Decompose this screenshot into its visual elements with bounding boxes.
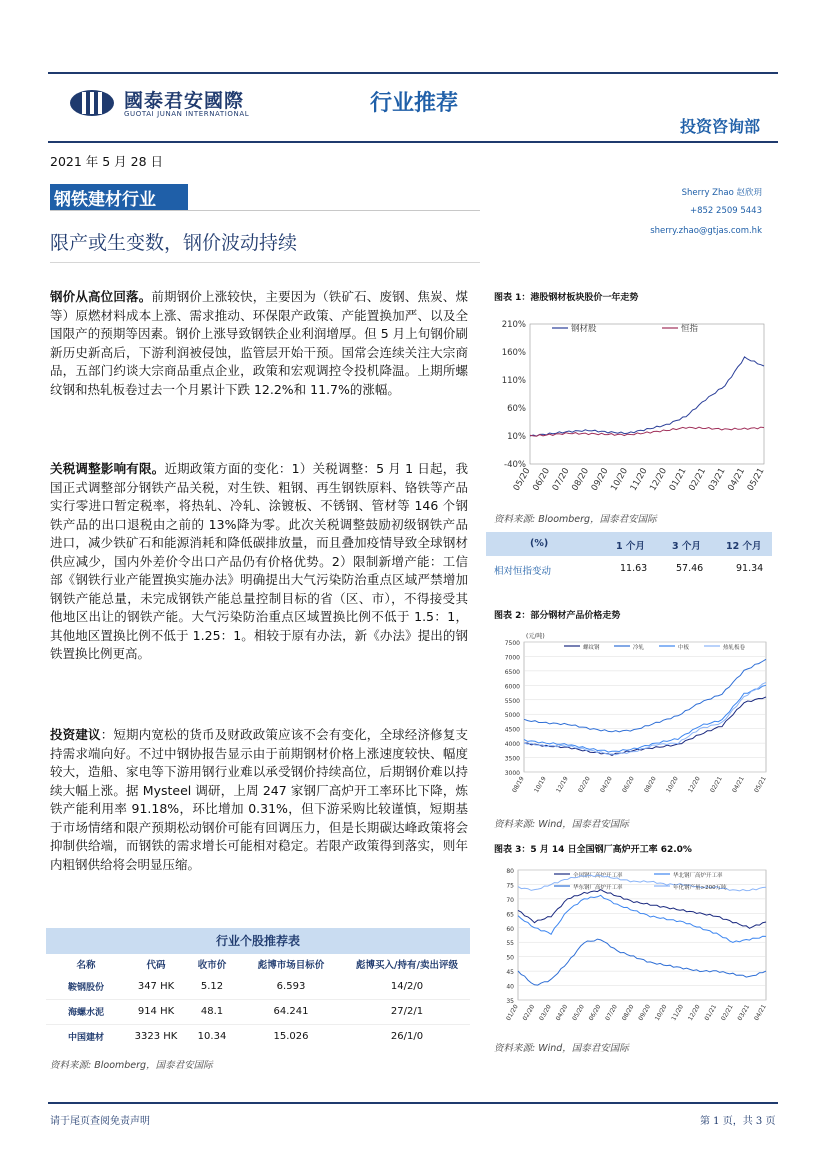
figure-3-source: 资料来源: Wind，国泰君安国际 xyxy=(494,1043,629,1054)
cell-rating: 14/2/0 xyxy=(344,974,470,999)
col-header: 名称 xyxy=(76,960,96,971)
x-tick-label: 03/21 xyxy=(736,1003,752,1022)
col-header: 收市价 xyxy=(197,960,227,971)
footer-rule xyxy=(48,1102,778,1104)
x-tick-label: 04/21 xyxy=(726,466,748,493)
cell-close: 10.34 xyxy=(197,1031,227,1043)
legend-label: 华东钢厂高炉开工率 xyxy=(573,885,623,891)
cell-rating: 27/2/1 xyxy=(344,999,470,1024)
section-divider xyxy=(50,262,480,263)
paragraph-lead: 关税调整影响有限。 xyxy=(50,461,165,476)
sector-badge: 钢铁建材行业 xyxy=(50,184,188,210)
paragraph-text: 前期钢价上涨较快，主要因为（铁矿石、废钢、焦炭、煤等）原燃材料成本上涨、需求推动、环保限产政策、产能置换加严、以及全国限产的预期等因素。钢价上涨导致钢铁企业利润增厚。但 5 月上旬钢价刷新历史新高后，下游利润被侵蚀，监管层开始干预。国常会连续关注大宗商品，五部门约谈大宗商品重点企业，政策和宏观调控令投机降温。上期所螺纹钢和热轧板卷过去一个月累计下跌 12.2%和 11.7%的涨幅。 xyxy=(50,289,468,397)
x-tick-label: 01/21 xyxy=(667,466,689,493)
x-tick-label: 08/20 xyxy=(620,1003,636,1022)
x-tick-label: 10/19 xyxy=(533,775,548,794)
series-line xyxy=(524,659,766,732)
cell-target: 64.241 xyxy=(238,999,344,1024)
y-axis-label: (元/吨) xyxy=(526,633,545,640)
col-header: 彪博市场目标价 xyxy=(257,960,325,971)
x-tick-label: 02/21 xyxy=(709,775,724,794)
legend-label: 螺纹钢 xyxy=(583,645,600,651)
x-tick-label: 07/20 xyxy=(604,1003,619,1022)
x-tick-label: 06/20 xyxy=(587,1003,603,1022)
footer-disclaimer-note: 请于尾页查阅免责声明 xyxy=(50,1116,150,1127)
x-tick-label: 01/21 xyxy=(703,1003,719,1022)
chart-steel-product-prices xyxy=(494,630,772,812)
paragraph-steel-price xyxy=(50,288,468,399)
figure-2-title: 图表 2：部分钢材产品价格走势 xyxy=(494,611,621,621)
legend-label: 热轧板卷 xyxy=(723,645,746,651)
plot-frame xyxy=(530,324,764,464)
series-line xyxy=(524,685,766,752)
header-bottom-rule xyxy=(48,141,778,143)
y-tick-label: 40 xyxy=(506,983,514,991)
y-tick-label: 3000 xyxy=(504,770,520,777)
figure-1-source: 资料来源: Bloomberg，国泰君安国际 xyxy=(494,514,657,525)
paragraph-tariff xyxy=(50,460,468,664)
stock-table-title: 行业个股推荐表 xyxy=(46,928,470,954)
legend-label: 冷轧 xyxy=(633,645,645,651)
cell-target: 15.026 xyxy=(273,1031,309,1043)
y-tick-label: 75 xyxy=(506,882,514,890)
y-tick-label: -40% xyxy=(504,460,526,470)
x-tick-label: 04/20 xyxy=(599,775,614,794)
x-tick-label: 12/20 xyxy=(648,466,670,493)
x-tick-label: 12/19 xyxy=(555,775,570,794)
y-tick-label: 7000 xyxy=(504,654,520,662)
cell-name: 海螺水泥 xyxy=(46,999,126,1024)
x-tick-label: 10/20 xyxy=(609,466,631,493)
x-tick-label: 09/20 xyxy=(637,1003,652,1022)
y-tick-label: 50 xyxy=(506,954,514,962)
legend-label: 恒指 xyxy=(681,324,699,334)
performance-table-row xyxy=(486,558,772,580)
x-tick-label: 04/21 xyxy=(753,1003,768,1022)
x-tick-label: 05/20 xyxy=(511,466,533,493)
sector-underline xyxy=(50,210,480,211)
stock-recommendation-table xyxy=(46,954,470,1049)
paragraph-text: ：短期内宽松的货币及财政政策应该不会有变化，全球经济修复支持需求端向好。不过中钢协报告显示由于前期钢材价格上涨速度较快、幅度较大，造船、家电等下游用钢行业难以承受钢价持续高位，后期钢价难以持续大幅上涨。据 Mysteel 调研，上周 247 家钢厂高炉开工率环比下降，炼铁产能利用率 91.18%，环比增加 0.31%，但下游采购比较谨慎，短期基于市场情绪和限产预期松动钢价可能有回调压力，但是长期碳达峰政策将会抑制供给端，而钢铁的需求增长可能相对稳定。若限产政策得到落实，则年内粗钢供给将会明显压缩。 xyxy=(50,727,468,872)
x-tick-label: 12/20 xyxy=(687,775,702,794)
y-tick-label: 210% xyxy=(501,320,526,330)
analyst-name: Sherry Zhao 赵欣玥 xyxy=(681,188,762,198)
chart-sector-stock-price xyxy=(494,312,772,508)
stock-table-source: 资料来源: Bloomberg，国泰君安国际 xyxy=(50,1060,213,1071)
x-tick-label: 02/20 xyxy=(521,1003,537,1022)
x-tick-label: 02/21 xyxy=(687,466,709,493)
paragraph-lead: 钢价从高位回落。 xyxy=(50,289,152,304)
y-tick-label: 6000 xyxy=(504,683,520,691)
perf-row-label: 相对恒指变动 xyxy=(494,566,552,577)
x-tick-label: 12/20 xyxy=(686,1003,702,1022)
perf-value-3m: 57.46 xyxy=(676,563,704,574)
perf-value-12m: 91.34 xyxy=(736,563,764,574)
y-tick-label: 60% xyxy=(507,404,526,414)
performance-table-header xyxy=(486,532,772,556)
x-tick-label: 09/20 xyxy=(589,466,611,493)
cell-code: 347 HK xyxy=(126,974,186,999)
series-line xyxy=(518,895,766,942)
y-tick-label: 3500 xyxy=(504,755,520,763)
cell-target: 6.593 xyxy=(238,974,344,999)
header-top-rule xyxy=(48,72,778,74)
legend-label: 钢材股 xyxy=(571,324,597,334)
y-tick-label: 110% xyxy=(501,376,526,386)
department-name: 投资咨询部 xyxy=(680,117,761,136)
y-tick-label: 7500 xyxy=(504,640,520,647)
y-tick-label: 45 xyxy=(506,969,514,977)
series-line xyxy=(518,939,766,985)
perf-col-header: 1 个月 xyxy=(616,541,645,552)
y-tick-label: 80 xyxy=(506,868,514,875)
x-tick-label: 01/20 xyxy=(505,1003,520,1022)
y-tick-label: 160% xyxy=(501,348,526,358)
y-tick-label: 4500 xyxy=(504,726,520,734)
y-tick-label: 4000 xyxy=(504,741,520,749)
document-type: 行业推荐 xyxy=(370,91,459,116)
cell-rating: 26/1/0 xyxy=(390,1031,424,1043)
x-tick-label: 08/20 xyxy=(643,775,658,794)
footer-page-number: 第 1 页，共 3 页 xyxy=(700,1116,776,1127)
perf-col-header: (%) xyxy=(530,538,549,549)
plot-frame xyxy=(524,642,766,772)
x-tick-label: 06/20 xyxy=(531,466,553,493)
x-tick-label: 05/21 xyxy=(753,775,768,794)
x-tick-label: 02/21 xyxy=(719,1003,735,1022)
y-tick-label: 10% xyxy=(507,432,526,442)
x-tick-label: 11/20 xyxy=(670,1003,686,1022)
paragraph-investment xyxy=(50,726,468,874)
table-row xyxy=(46,999,470,1024)
cell-name: 中国建材 xyxy=(67,1033,104,1044)
col-header: 彪博买入/持有/卖出评级 xyxy=(356,960,458,971)
x-tick-label: 08/20 xyxy=(570,466,592,493)
x-tick-label: 04/20 xyxy=(554,1003,570,1022)
x-tick-label: 11/20 xyxy=(628,466,650,493)
x-tick-label: 10/20 xyxy=(665,775,680,794)
x-tick-label: 02/20 xyxy=(577,775,592,794)
cell-close: 5.12 xyxy=(186,974,238,999)
cell-name: 鞍钢股份 xyxy=(46,974,126,999)
chart-blast-furnace-utilization xyxy=(494,864,772,1036)
y-tick-label: 5000 xyxy=(504,712,520,720)
x-tick-label: 06/20 xyxy=(621,775,636,794)
x-tick-label: 04/21 xyxy=(731,775,746,794)
logo-text-en: GUOTAI JUNAN INTERNATIONAL xyxy=(124,110,250,118)
y-tick-label: 70 xyxy=(506,896,514,904)
perf-col-header: 3 个月 xyxy=(672,541,701,552)
perf-col-header: 12 个月 xyxy=(726,541,762,552)
y-tick-label: 55 xyxy=(506,940,514,948)
series-line xyxy=(518,875,766,891)
series-line xyxy=(530,357,764,436)
col-header: 代码 xyxy=(146,960,166,971)
x-tick-label: 07/20 xyxy=(550,466,572,493)
gtja-logo-icon xyxy=(68,88,116,118)
y-tick-label: 65 xyxy=(506,911,514,919)
paragraph-lead: 投资建议 xyxy=(50,727,101,742)
legend-label: 全国钢厂高炉开工率 xyxy=(573,873,623,879)
logo-text-cn: 國泰君安國際 xyxy=(124,90,245,112)
paragraph-text: 近期政策方面的变化：1）关税调整：5 月 1 日起，我国正式调整部分钢铁产品关税，对生铁、粗钢、再生钢铁原料、铬铁等产品实行零进口暂定税率，将热轧、冷轧、涂镀板、不锈钢、管材等 146 个钢铁产品的出口退税由之前的 13%降为零。此次关税调整鼓励初级钢铁产品进口，减少铁矿石和能源消耗和降低碳排放量，而且叠加疫情导致全球钢材供应减少，国内外差价令出口产品仍有价格优势。2）限制新增产能：工信部《钢铁行业产能置换实施办法》明确提出大气污染防治重点区域严禁增加钢铁产能总量，未完成钢铁产能总量控制目标的省（区、市），不得接受其他地区出让的钢铁产能。大气污染防治重点区域置换比例不低于 1.5：1，其他地区置换比例不低于 1.25：1。相较于原有办法，新《办法》提出的钢铁置换比例更高。 xyxy=(50,461,468,661)
y-tick-label: 5500 xyxy=(504,697,520,705)
y-tick-label: 35 xyxy=(506,998,514,1005)
legend-label: 中板 xyxy=(678,645,690,651)
cell-code: 914 HK xyxy=(126,999,186,1024)
figure-1-title: 图表 1：港股钢材板块股价一年走势 xyxy=(494,293,639,303)
y-tick-label: 6500 xyxy=(504,668,520,676)
x-tick-label: 03/21 xyxy=(706,466,728,493)
x-tick-label: 03/20 xyxy=(538,1003,553,1022)
y-tick-label: 60 xyxy=(506,925,514,933)
figure-2-source: 资料来源: Wind，国泰君安国际 xyxy=(494,819,629,830)
x-tick-label: 10/20 xyxy=(653,1003,669,1022)
cell-close: 48.1 xyxy=(186,999,238,1024)
series-line xyxy=(518,890,766,929)
report-headline: 限产或生变数，钢价波动持续 xyxy=(50,232,298,254)
perf-value-1m: 11.63 xyxy=(620,563,648,574)
analyst-phone: +852 2509 5443 xyxy=(689,206,762,216)
table-row xyxy=(46,1024,470,1049)
table-row xyxy=(46,974,470,999)
legend-label: 年化钢产量>200万吨 xyxy=(673,885,727,891)
x-tick-label: 05/20 xyxy=(571,1003,586,1022)
cell-code: 3323 HK xyxy=(134,1031,178,1043)
x-tick-label: 05/21 xyxy=(745,466,767,493)
analyst-email[interactable]: sherry.zhao@gtjas.com.hk xyxy=(650,226,762,236)
figure-3-title: 图表 3：5 月 14 日全国钢厂高炉开工率 62.0% xyxy=(494,845,692,855)
report-date: 2021 年 5 月 28 日 xyxy=(50,154,164,169)
legend-label: 华北钢厂高炉开工率 xyxy=(673,873,723,879)
x-tick-label: 08/19 xyxy=(511,775,526,794)
